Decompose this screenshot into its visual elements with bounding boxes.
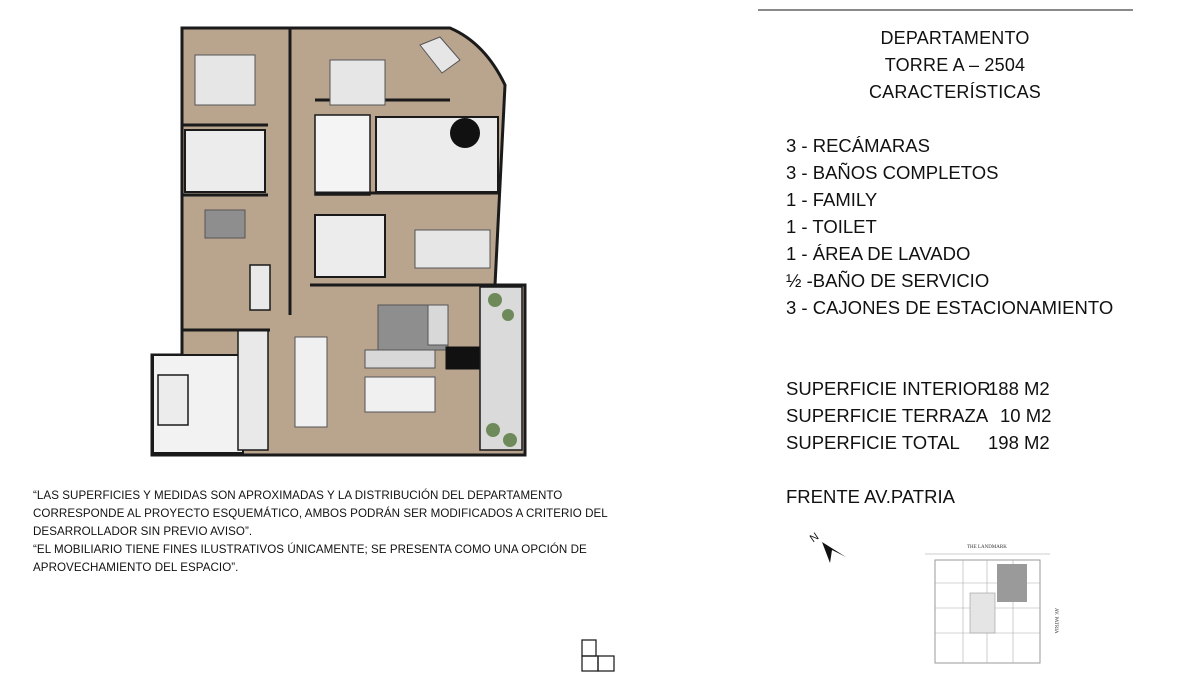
features-heading: CARACTERÍSTICAS — [868, 82, 1042, 102]
disclaimer-line: “LAS SUPERFICIES Y MEDIDAS SON APROXIMADAS Y LA DISTRIBUCIÓN DEL DEPARTAMENTO — [33, 489, 563, 502]
feature-item: 1 - FAMILY — [786, 189, 878, 210]
bathroom-4 — [158, 375, 188, 425]
frontage-label: FRENTE AV.PATRIA — [786, 486, 955, 507]
sofa-2 — [365, 350, 435, 368]
family-furniture — [205, 210, 245, 238]
top-divider — [758, 9, 1133, 11]
bed-1 — [195, 55, 255, 105]
feature-item: 3 - CAJONES DE ESTACIONAMIENTO — [786, 297, 1114, 318]
disclaimer-line: CORRESPONDE AL PROYECTO ESQUEMÁTICO, AMBOS PODRÁN SER MODIFICADOS A CRITERIO DEL — [33, 507, 608, 520]
north-arrow-icon — [808, 527, 853, 565]
unit-number: TORRE A – 2504 — [884, 55, 1026, 75]
site-plan-top-label: THE LANDMARK — [967, 545, 1007, 550]
armchair — [428, 305, 448, 345]
site-plan — [905, 538, 1065, 678]
surface-total-label: SUPERFICIE TOTAL — [786, 432, 960, 453]
bathroom-3 — [315, 215, 385, 277]
kitchen-island — [295, 337, 327, 427]
disclaimer-line: “EL MOBILIARIO TIENE FINES ILUSTRATIVOS ÚNICAMENTE; SE PRESENTA COMO UNA OPCIÓN DE — [33, 543, 587, 556]
bed-2 — [330, 60, 385, 105]
north-letter: N — [808, 530, 822, 546]
surface-interior-label: SUPERFICIE INTERIOR — [786, 378, 991, 399]
bed-3 — [415, 230, 490, 268]
feature-item: 1 - ÁREA DE LAVADO — [786, 243, 971, 264]
surface-terrace-label: SUPERFICIE TERRAZA — [786, 405, 989, 426]
feature-item: ½ -BAÑO DE SERVICIO — [786, 270, 990, 291]
closet-3 — [250, 265, 270, 310]
surface-interior-value: 188 M2 — [988, 378, 1050, 399]
unit-type: DEPARTAMENTO — [880, 28, 1030, 48]
round-tub — [450, 118, 480, 148]
bathroom-1 — [185, 130, 265, 192]
brand-logo-icon — [580, 638, 618, 674]
feature-item: 1 - TOILET — [786, 216, 877, 237]
surface-total-value: 198 M2 — [988, 432, 1050, 453]
disclaimer-line: DESARROLLADOR SIN PREVIO AVISO”. — [33, 525, 253, 538]
feature-item: 3 - BAÑOS COMPLETOS — [786, 162, 999, 183]
feature-item: 3 - RECÁMARAS — [786, 135, 930, 156]
closet-2 — [238, 330, 268, 450]
dining-table — [365, 377, 435, 412]
floor-plan — [150, 25, 535, 457]
site-plan-side-label: AV. PATRIA — [1053, 608, 1058, 634]
disclaimer-line: APROVECHAMIENTO DEL ESPACIO”. — [33, 561, 239, 574]
highlighted-unit — [997, 564, 1027, 602]
closet-1 — [315, 115, 370, 195]
tv-unit — [446, 347, 484, 369]
bathroom-2 — [376, 117, 498, 192]
terrace — [480, 287, 522, 450]
surface-terrace-value: 10 M2 — [1000, 405, 1052, 426]
